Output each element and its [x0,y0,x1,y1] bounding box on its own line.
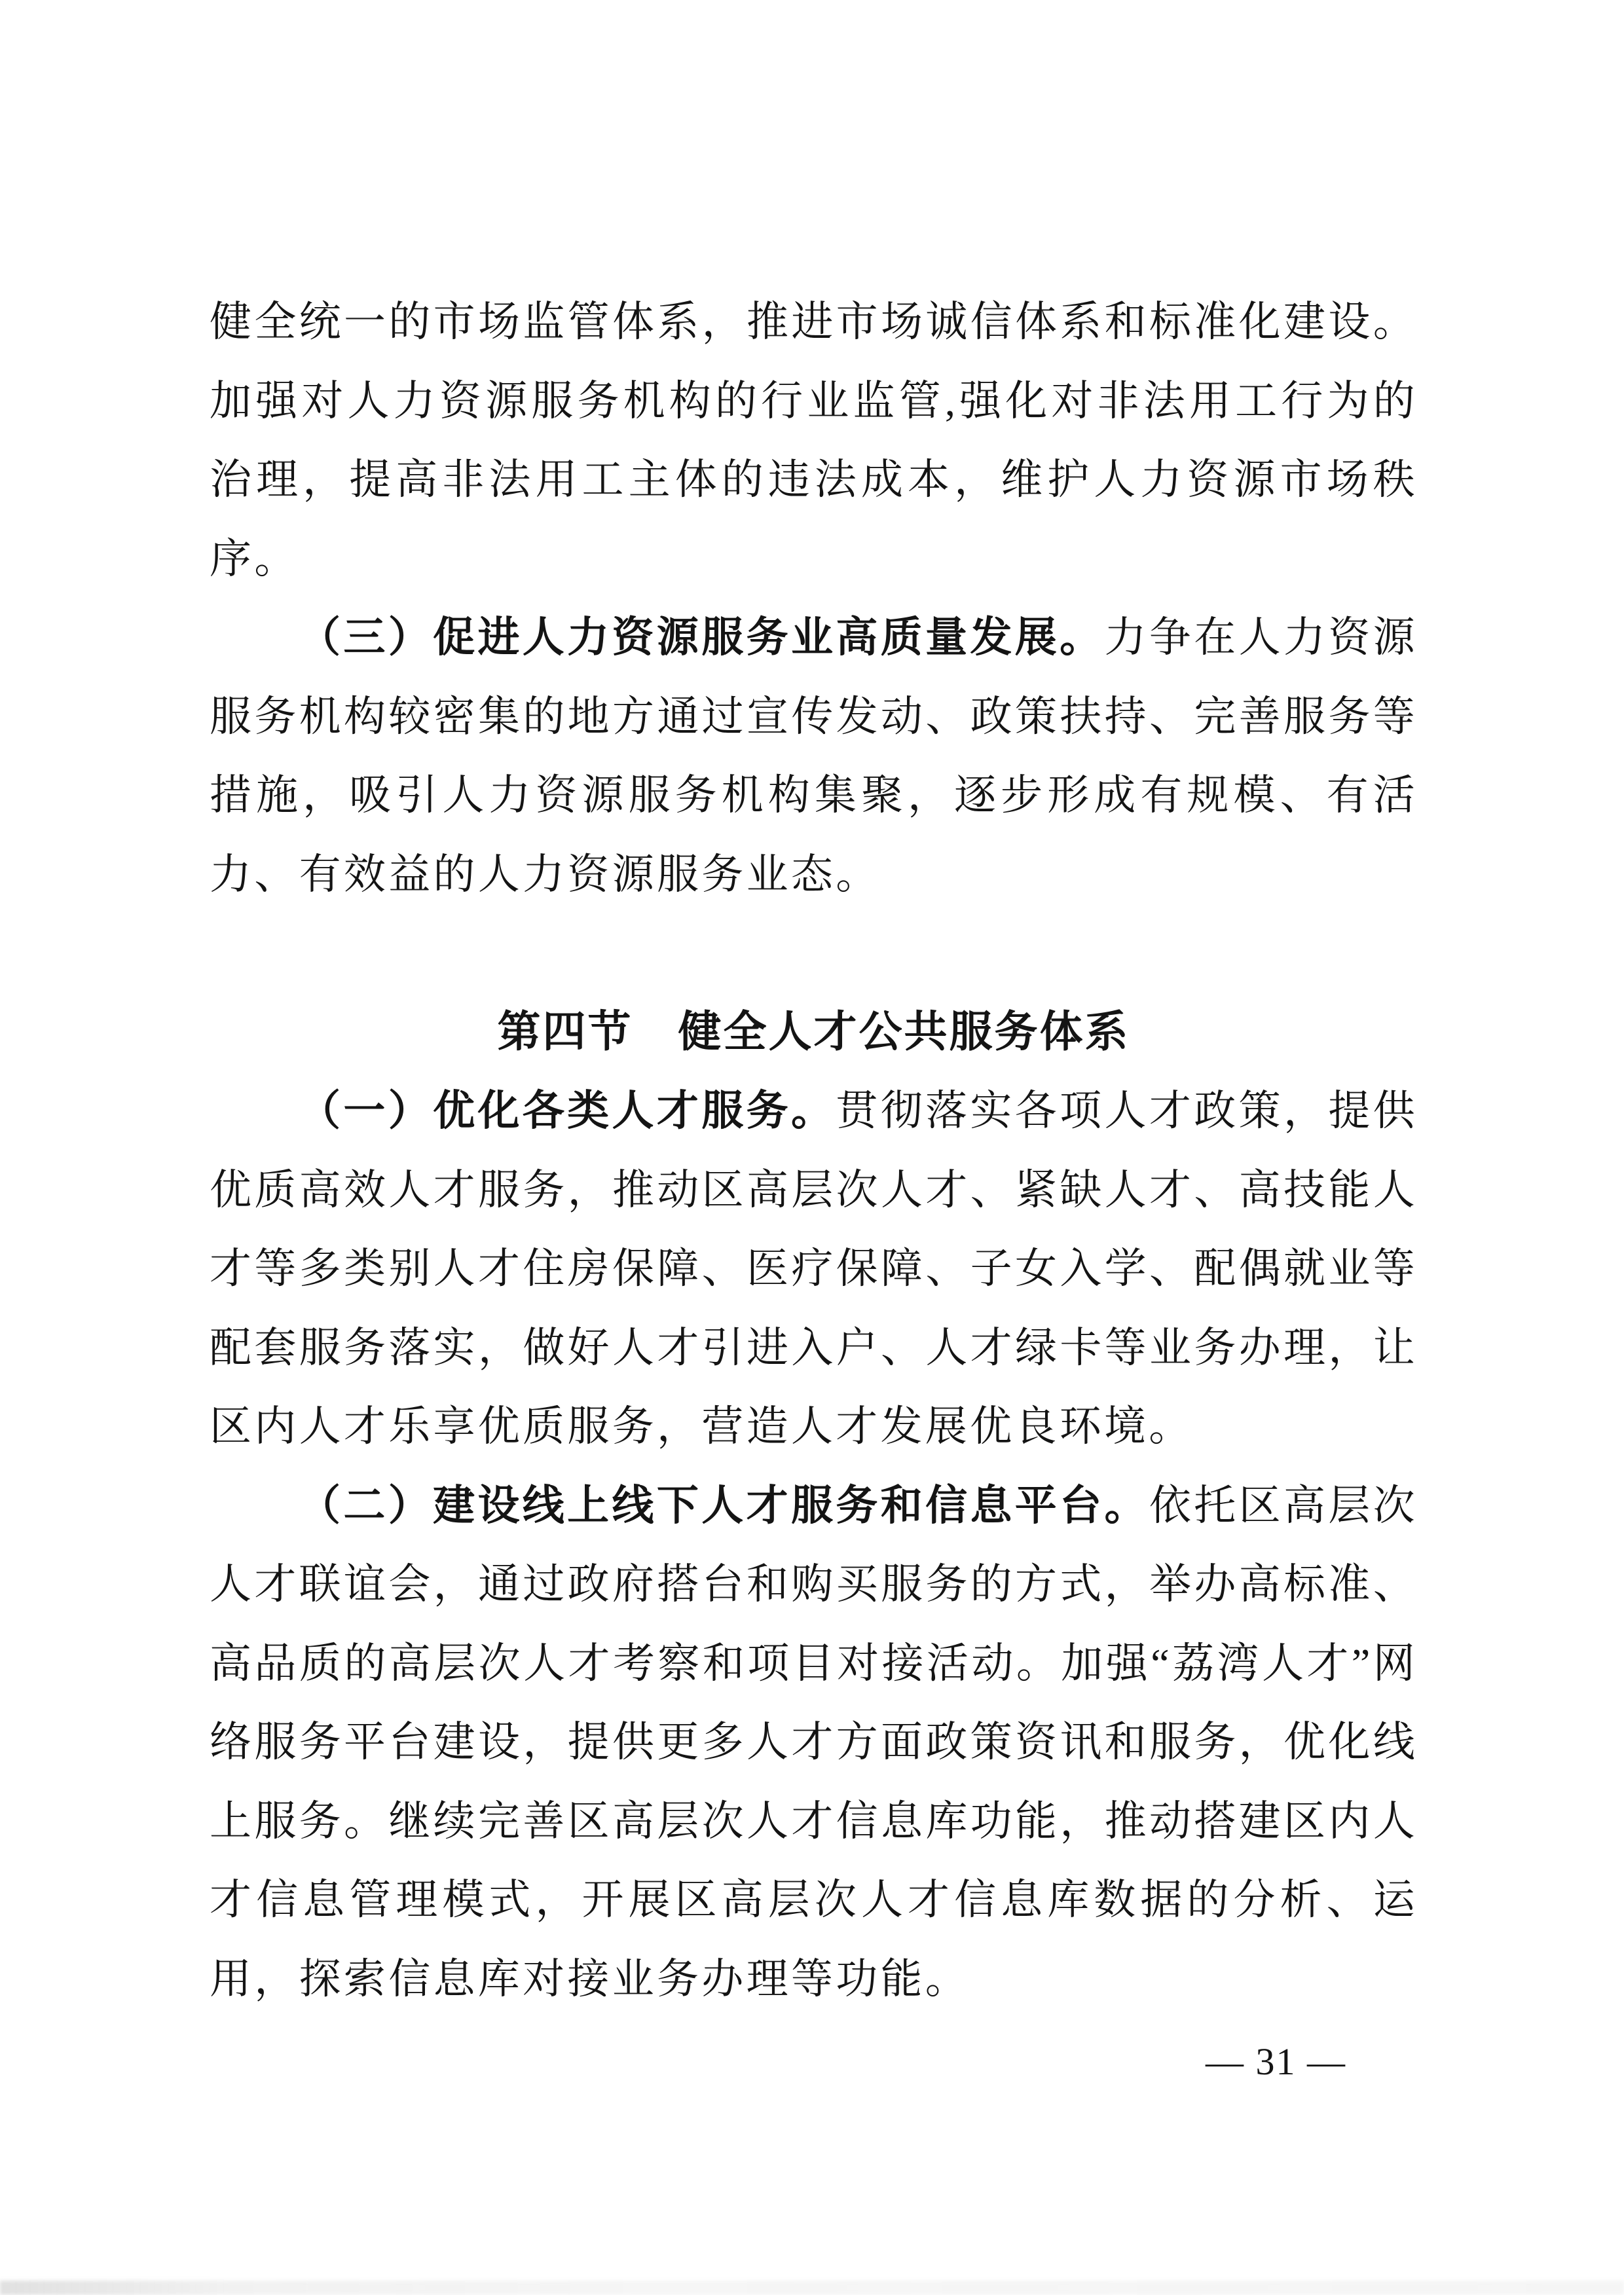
paragraph-body: 力争在人力资源服务机构较密集的地方通过宣传发动、政策扶持、完善服务等措施，吸引人力资源服务机构集聚，逐步形成有规模、有活力、有效益的人力资源服务业态。 [210,614,1418,898]
paragraph-body: 依托区高层次人才联谊会，通过政府搭台和购买服务的方式，举办高标准、高品质的高层次人才考察和项目对接活动。加强“荔湾人才”网络服务平台建设，提供更多人才方面政策资讯和服务，优化线上服务。继续完善区高层次人才信息库功能，推动搭建区内人才信息管理模式，开展区高层次人才信息库数据的分析、运用，探索信息库对接业务办理等功能。 [210,1482,1418,2002]
paragraph-lead: （三）促进人力资源服务业高质量发展。 [299,614,1105,661]
section-heading: 第四节 健全人才公共服务体系 [497,1008,1130,1056]
body-text [210,283,1418,2019]
paragraph-item-3 [210,598,1418,914]
paragraph-item-1 [210,1072,1418,1467]
scan-artifact-bottom-edge [0,2281,1624,2295]
page-number: — 31 — [1206,2040,1346,2083]
paragraph-lead: （二）建设线上线下人才服务和信息平台。 [299,1482,1149,1529]
paragraph-continuation [210,283,1418,598]
paragraph-body: 健全统一的市场监管体系，推进市场诚信体系和标准化建设。加强对人力资源服务机构的行业监管,强化对非法用工行为的治理，提高非法用工主体的违法成本，维护人力资源市场秩序。 [210,299,1418,582]
paragraph-lead: （一）优化各类人才服务。 [299,1088,836,1134]
paragraph-item-2 [210,1467,1418,2019]
paragraph-body: 贯彻落实各项人才政策，提供优质高效人才服务，推动区高层次人才、紧缺人才、高技能人才等多类别人才住房保障、医疗保障、子女入学、配偶就业等配套服务落实，做好人才引进入户、人才绿卡等业务办理，让区内人才乐享优质服务，营造人才发展优良环境。 [210,1088,1418,1450]
